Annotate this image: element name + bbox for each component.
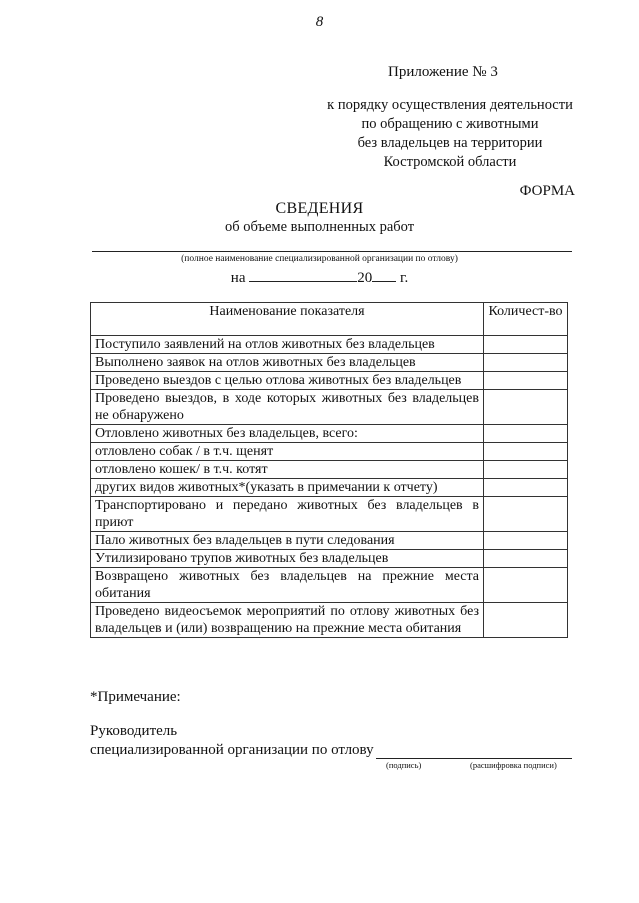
row-label: Возвращено животных без владельцев на прежние места обитания [91,568,484,603]
row-label: отловлено собак / в т.ч. щенят [91,443,484,461]
date-day-month-blank [249,267,357,282]
row-quantity-cell [484,336,568,354]
signatory-title: Руководитель [90,723,178,739]
row-quantity-cell [484,603,568,638]
row-label: Поступило заявлений на отлов животных без владельцев [91,336,484,354]
appendix-line: по обращению с животными [361,116,539,132]
table-row [91,603,568,638]
signature-hint: (подпись) [386,760,422,770]
table-row [91,461,568,479]
date-year-prefix: 20 [357,270,373,286]
signatory-organization: специализированной организации по отлову [90,742,374,758]
row-quantity-cell [484,461,568,479]
signature-line [376,758,572,759]
row-quantity-cell [484,425,568,443]
table-row [91,354,568,372]
row-quantity-cell [484,443,568,461]
row-label: Выполнено заявок на отлов животных без владельцев [91,354,484,372]
row-quantity-cell [484,372,568,390]
table-row [91,372,568,390]
appendix-line: без владельцев на территории [357,135,543,151]
row-quantity-cell [484,568,568,603]
document-subtitle: об объеме выполненных работ [224,219,415,235]
appendix-title: Приложение № 3 [388,64,498,80]
table-row [91,425,568,443]
signature-name-hint: (расшифровка подписи) [470,760,557,770]
row-quantity-cell [484,550,568,568]
appendix-line: к порядку осуществления деятельности [327,97,573,113]
row-quantity-cell [484,390,568,425]
table-header-row [91,303,568,336]
row-label: Отловлено животных без владельцев, всего: [91,425,484,443]
organization-name-line [92,251,572,252]
report-date-line [0,267,639,287]
row-label: других видов животных*(указать в примечании к отчету) [91,479,484,497]
header-indicator-name: Наименование показателя [91,303,484,336]
date-prefix: на [230,270,246,286]
appendix-line: Костромской области [383,154,517,170]
table-row [91,336,568,354]
indicators-table [90,302,568,638]
page-number: 8 [315,14,324,30]
row-label: Проведено выездов, в ходе которых животных без владельцев не обнаружено [91,390,484,425]
appendix-subtitle [300,96,600,172]
table-row [91,390,568,425]
row-label: Проведено выездов с целью отлова животных без владельцев [91,372,484,390]
row-quantity-cell [484,532,568,550]
table-row [91,479,568,497]
table-row [91,568,568,603]
row-quantity-cell [484,479,568,497]
table-row [91,550,568,568]
row-label: Пало животных без владельцев в пути следования [91,532,484,550]
table-row [91,443,568,461]
table-row [91,497,568,532]
row-label: Утилизировано трупов животных без владельцев [91,550,484,568]
row-label: отловлено кошек/ в т.ч. котят [91,461,484,479]
row-label: Проведено видеосъемок мероприятий по отлову животных без владельцев и (или) возвращению на прежние места обитания [91,603,484,638]
date-year-blank [372,267,396,282]
row-quantity-cell [484,497,568,532]
row-label: Транспортировано и передано животных без владельцев в приют [91,497,484,532]
table-row [91,532,568,550]
row-quantity-cell [484,354,568,372]
form-label: ФОРМА [519,183,575,199]
document-title: СВЕДЕНИЯ [275,200,364,217]
header-quantity: Количест-во [484,303,568,336]
note-label: *Примечание: [90,689,181,705]
date-suffix: г. [399,270,409,286]
organization-name-hint: (полное наименование специализированной организации по отлову) [181,254,458,264]
